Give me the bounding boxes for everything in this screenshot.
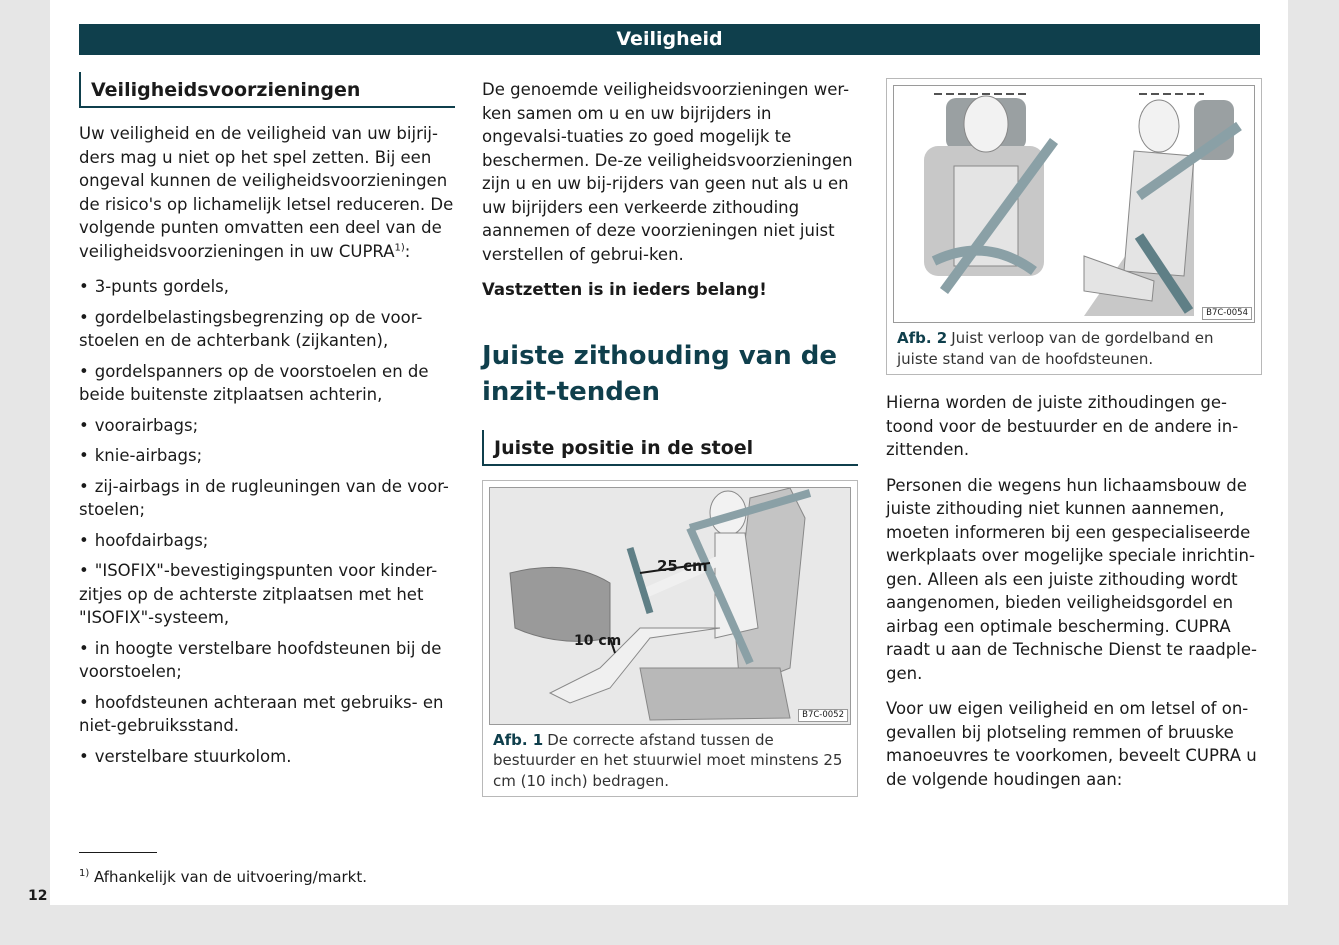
list-item: • hoofdairbags;: [79, 529, 455, 553]
footnote: [79, 868, 367, 886]
safety-features-list: [79, 275, 455, 768]
figure-caption: [483, 725, 857, 797]
paragraph: De genoemde veiligheidsvoorzieningen wer-ken samen om u en uw bijrijders in ongevalsi-tuaties zo goed mogelijk te beschermen. De-ze veiligheidsvoorzieningen zijn u en uw bij-rijders van geen nut als u en uw bijrijders een verkeerde zithouding aannemen of deze voorzieningen niet juist verstellen of gebrui-ken.: [482, 80, 853, 264]
list-item: • "ISOFIX"-bevestigingspunten voor kinder-zitjes op de achterste zitplaatsen met het "ISOFIX"-systeem,: [79, 559, 455, 630]
footnote-divider: [79, 852, 157, 853]
section-header: Veiligheid: [79, 24, 1260, 55]
caption-label: Afb. 1: [493, 730, 544, 749]
figure-2-illustration: [893, 85, 1255, 323]
distance-label-10: 10 cm: [574, 632, 622, 649]
figure-1-illustration: [489, 487, 851, 725]
footnote-marker: 1): [79, 868, 90, 879]
caption-label: Afb. 2: [897, 329, 948, 347]
intro-text: Uw veiligheid en de veiligheid van uw bijrij-ders mag u niet op het spel zetten. Bij een ongeval kunnen de veiligheidsvoorzieningen de risico's op lichamelijk letsel reduceren. De volgende punten omvatten een deel van de veiligheidsvoorzieningen in uw CUPRA: [79, 124, 454, 261]
bold-statement: Vastzetten is in ieders belang!: [482, 280, 767, 299]
caption-text: Juist verloop van de gordelband en juiste stand van de hoofdsteunen.: [897, 329, 1214, 368]
paragraph: Hierna worden de juiste zithoudingen ge-toond voor de bestuurder en de andere in-zittenden.: [886, 393, 1239, 459]
list-item: • hoofdsteunen achteraan met gebruiks- en niet-gebruiksstand.: [79, 691, 455, 738]
chapter-heading: Juiste zithouding van de inzit-tenden: [482, 340, 838, 407]
section-heading: Juiste positie in de stoel: [482, 430, 858, 466]
list-item: • voorairbags;: [79, 414, 455, 438]
list-item: • gordelspanners op de voorstoelen en de beide buitenste zitplaatsen achterin,: [79, 360, 455, 407]
paragraph: Personen die wegens hun lichaamsbouw de juiste zithouding niet kunnen aannemen, moeten informeren bij een gespecialiseerde werkplaats over mogelijke speciale inrichtin-gen. Alleen als een juiste zithouding wordt aangenomen, bieden veiligheidsgordel en airbag een optimale bescherming. CUPRA raadt u aan de Technische Dienst te raadple-gen.: [886, 475, 1257, 683]
caption-text: De correcte afstand tussen de bestuurder en het stuurwiel moet minstens 25 cm (10 inch) bedragen.: [493, 730, 843, 790]
footnote-ref: 1): [394, 242, 405, 253]
figure-1: [482, 480, 858, 798]
seatbelt-skeleton-drawing: [894, 86, 1256, 322]
footnote-text: Afhankelijk van de uitvoering/markt.: [94, 868, 368, 886]
list-item: • 3-punts gordels,: [79, 275, 455, 299]
page-number: 12: [28, 888, 48, 904]
figure-caption: [887, 323, 1261, 374]
list-item: • knie-airbags;: [79, 444, 455, 468]
distance-label-25: 25 cm: [657, 556, 708, 575]
figure-code: B7C-0052: [798, 709, 848, 722]
intro-paragraph: [79, 122, 455, 263]
list-item: • in hoogte verstelbare hoofdsteunen bij de voorstoelen;: [79, 637, 455, 684]
section-heading: Veiligheidsvoorzieningen: [79, 72, 455, 108]
driver-seat-drawing: [490, 488, 852, 724]
list-item: • gordelbelastingsbegrenzing op de voor-stoelen en de achterbank (zijkanten),: [79, 306, 455, 353]
figure-2: [886, 78, 1262, 375]
list-item: • verstelbare stuurkolom.: [79, 745, 455, 769]
list-item: • zij-airbags in de rugleuningen van de voor-stoelen;: [79, 475, 455, 522]
column-right: [886, 72, 1262, 803]
figure-code: B7C-0054: [1202, 307, 1252, 320]
intro-end: :: [404, 241, 411, 261]
column-left: [79, 72, 455, 775]
paragraph: Voor uw eigen veiligheid en om letsel of on-gevallen bij plotseling remmen of bruuske manoeuvres te voorkomen, beveelt CUPRA u de volgende houdingen aan:: [886, 699, 1257, 789]
column-middle: [482, 72, 858, 797]
